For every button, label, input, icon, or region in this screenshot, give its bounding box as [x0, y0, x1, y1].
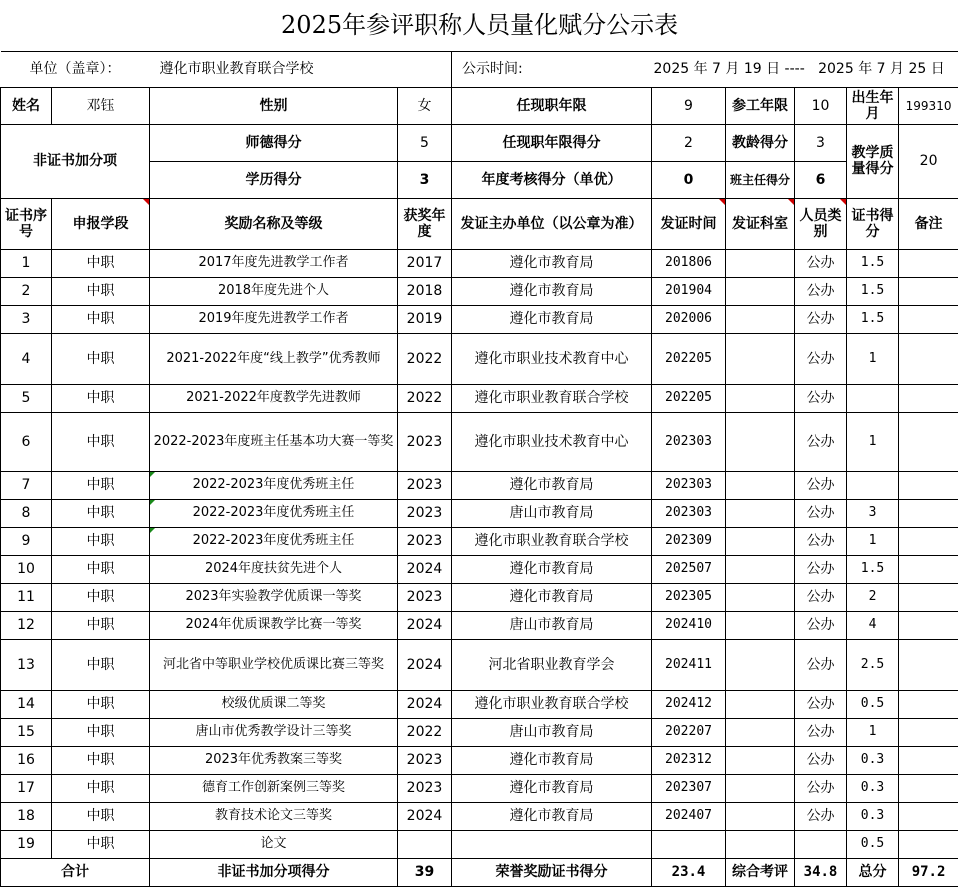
- cell-award: 德育工作创新案例三等奖: [150, 774, 398, 802]
- header-issuer: 发证主办单位（以公章为准）: [452, 198, 652, 249]
- cell-award: 2019年度先进教学工作者: [150, 305, 398, 333]
- cell-date: 202006: [652, 305, 726, 333]
- cell-seq: 3: [1, 305, 52, 333]
- cell-dept: [726, 555, 795, 583]
- cell-dept: [726, 830, 795, 858]
- cell-seq: 14: [1, 690, 52, 718]
- cell-score: 0.5: [847, 690, 899, 718]
- cell-date: 202507: [652, 555, 726, 583]
- headteacher-label: 班主任得分: [726, 161, 795, 198]
- cell-stage: 中职: [52, 746, 150, 774]
- cell-stage: 中职: [52, 249, 150, 277]
- cell-score: [847, 384, 899, 412]
- cell-note: [899, 802, 958, 830]
- cell-award: 2023年优秀教案三等奖: [150, 746, 398, 774]
- cell-score: 4: [847, 611, 899, 639]
- cell-type: 公办: [795, 412, 847, 471]
- cell-dept: [726, 499, 795, 527]
- cell-date: 202205: [652, 333, 726, 384]
- honor-total-value: 23.4: [652, 858, 726, 886]
- cell-stage: 中职: [52, 611, 150, 639]
- cell-seq: 6: [1, 412, 52, 471]
- cell-date: 201904: [652, 277, 726, 305]
- cell-date: 202303: [652, 412, 726, 471]
- table-row: [1, 499, 958, 527]
- cell-score: 1: [847, 412, 899, 471]
- cell-note: [899, 384, 958, 412]
- header-year: 获奖年度: [398, 198, 452, 249]
- edu-label: 学历得分: [150, 161, 398, 198]
- header-stage: 申报学段: [52, 198, 150, 249]
- cell-type: [795, 830, 847, 858]
- cell-seq: 15: [1, 718, 52, 746]
- cell-type: 公办: [795, 639, 847, 690]
- cell-award: 2023年实验教学优质课一等奖: [150, 583, 398, 611]
- cell-award: 2022-2023年度班主任基本功大赛一等奖: [150, 412, 398, 471]
- cell-date: 202305: [652, 583, 726, 611]
- cell-score: 0.3: [847, 802, 899, 830]
- table-row: [1, 583, 958, 611]
- cell-seq: 19: [1, 830, 52, 858]
- cell-year: 2024: [398, 639, 452, 690]
- cell-award: 2022-2023年度优秀班主任: [150, 527, 398, 555]
- time-label: 公示时间:: [452, 51, 652, 87]
- cell-note: [899, 611, 958, 639]
- cell-award: 2018年度先进个人: [150, 277, 398, 305]
- cell-year: 2024: [398, 802, 452, 830]
- seniority-label: 教龄得分: [726, 124, 795, 161]
- cell-issuer: 遵化市教育局: [452, 802, 652, 830]
- cell-year: 2023: [398, 471, 452, 499]
- cell-stage: 中职: [52, 774, 150, 802]
- cell-year: 2018: [398, 277, 452, 305]
- cell-type: 公办: [795, 583, 847, 611]
- cell-stage: 中职: [52, 305, 150, 333]
- table-row: [1, 249, 958, 277]
- cell-stage: 中职: [52, 802, 150, 830]
- cell-issuer: [452, 830, 652, 858]
- cell-seq: 10: [1, 555, 52, 583]
- header-dept: 发证科室: [726, 198, 795, 249]
- cell-stage: 中职: [52, 384, 150, 412]
- cell-note: [899, 555, 958, 583]
- person-row: [1, 87, 958, 124]
- cell-issuer: 遵化市职业教育联合学校: [452, 384, 652, 412]
- cell-dept: [726, 802, 795, 830]
- cell-note: [899, 305, 958, 333]
- cell-year: 2024: [398, 690, 452, 718]
- table-row: [1, 802, 958, 830]
- cell-year: 2022: [398, 333, 452, 384]
- table-row: [1, 305, 958, 333]
- cell-dept: [726, 412, 795, 471]
- headteacher-value: 6: [795, 161, 847, 198]
- cell-year: 2023: [398, 499, 452, 527]
- header-note: 备注: [899, 198, 958, 249]
- table-row: [1, 384, 958, 412]
- cell-score: 0.5: [847, 830, 899, 858]
- cell-score: 1.5: [847, 249, 899, 277]
- cell-score: 1: [847, 527, 899, 555]
- cell-note: [899, 249, 958, 277]
- gender-label: 性别: [150, 87, 398, 124]
- cell-issuer: 唐山市教育局: [452, 611, 652, 639]
- edu-value: 3: [398, 161, 452, 198]
- cell-stage: 中职: [52, 639, 150, 690]
- cell-note: [899, 277, 958, 305]
- cell-seq: 17: [1, 774, 52, 802]
- cell-award: 2017年度先进教学工作者: [150, 249, 398, 277]
- cell-issuer: 遵化市职业技术教育中心: [452, 333, 652, 384]
- cell-seq: 13: [1, 639, 52, 690]
- cell-dept: [726, 611, 795, 639]
- birth-label: 出生年月: [847, 87, 899, 124]
- cell-dept: [726, 583, 795, 611]
- cell-issuer: 遵化市教育局: [452, 277, 652, 305]
- header-award: 奖励名称及等级: [150, 198, 398, 249]
- cell-score: [847, 471, 899, 499]
- cell-seq: 16: [1, 746, 52, 774]
- cell-award: 2021-2022年度“线上教学”优秀教师: [150, 333, 398, 384]
- cell-dept: [726, 639, 795, 690]
- annual-value: 0: [652, 161, 726, 198]
- cell-stage: 中职: [52, 527, 150, 555]
- cell-issuer: 遵化市教育局: [452, 471, 652, 499]
- cell-stage: 中职: [52, 277, 150, 305]
- ethics-label: 师德得分: [150, 124, 398, 161]
- tenure-score-label: 任现职年限得分: [452, 124, 652, 161]
- cell-score: 2: [847, 583, 899, 611]
- table-row: [1, 774, 958, 802]
- cell-note: [899, 333, 958, 384]
- cell-date: 202205: [652, 384, 726, 412]
- cell-note: [899, 412, 958, 471]
- header-seq: 证书序号: [1, 198, 52, 249]
- cell-issuer: 遵化市教育局: [452, 305, 652, 333]
- cell-dept: [726, 527, 795, 555]
- cell-seq: 7: [1, 471, 52, 499]
- cell-award: 论文: [150, 830, 398, 858]
- cell-stage: 中职: [52, 471, 150, 499]
- work-years-value: 10: [795, 87, 847, 124]
- cell-date: 202411: [652, 639, 726, 690]
- cell-stage: 中职: [52, 555, 150, 583]
- cell-date: 202307: [652, 774, 726, 802]
- cell-year: 2023: [398, 527, 452, 555]
- cell-year: 2022: [398, 718, 452, 746]
- cell-date: 202309: [652, 527, 726, 555]
- cell-note: [899, 639, 958, 690]
- cell-type: 公办: [795, 611, 847, 639]
- cell-year: 2023: [398, 746, 452, 774]
- cell-date: 202312: [652, 746, 726, 774]
- table-row: [1, 718, 958, 746]
- noncert-total-value: 39: [398, 858, 452, 886]
- cell-issuer: 遵化市职业教育联合学校: [452, 527, 652, 555]
- cell-type: 公办: [795, 690, 847, 718]
- cell-note: [899, 690, 958, 718]
- table-row: [1, 830, 958, 858]
- cell-dept: [726, 277, 795, 305]
- cell-seq: 2: [1, 277, 52, 305]
- cell-date: 202207: [652, 718, 726, 746]
- time-range: 2025 年 7 月 19 日 ---- 2025 年 7 月 25 日: [652, 51, 958, 87]
- tenure-label: 任现职年限: [452, 87, 652, 124]
- cell-date: 201806: [652, 249, 726, 277]
- name-value: 邓钰: [52, 87, 150, 124]
- work-years-label: 参工年限: [726, 87, 795, 124]
- cell-year: 2024: [398, 611, 452, 639]
- tenure-value: 9: [652, 87, 726, 124]
- cell-date: 202407: [652, 802, 726, 830]
- cell-seq: 5: [1, 384, 52, 412]
- table-row: [1, 333, 958, 384]
- cell-seq: 12: [1, 611, 52, 639]
- cell-seq: 1: [1, 249, 52, 277]
- cell-score: 3: [847, 499, 899, 527]
- table-row: [1, 746, 958, 774]
- totals-row: [1, 858, 958, 886]
- cell-award: 唐山市优秀教学设计三等奖: [150, 718, 398, 746]
- quality-label: 教学质量得分: [847, 124, 899, 198]
- cell-type: 公办: [795, 774, 847, 802]
- unit-name: 遵化市职业教育联合学校: [150, 51, 452, 87]
- cell-dept: [726, 333, 795, 384]
- total-value: 97.2: [899, 858, 958, 886]
- cell-type: 公办: [795, 527, 847, 555]
- cell-award: 2022-2023年度优秀班主任: [150, 471, 398, 499]
- annual-label: 年度考核得分（单优）: [452, 161, 652, 198]
- cell-note: [899, 471, 958, 499]
- cell-year: 2022: [398, 384, 452, 412]
- cell-stage: 中职: [52, 333, 150, 384]
- cell-award: 教育技术论文三等奖: [150, 802, 398, 830]
- cell-issuer: 遵化市教育局: [452, 774, 652, 802]
- cell-year: 2023: [398, 412, 452, 471]
- cell-stage: 中职: [52, 690, 150, 718]
- table-row: [1, 611, 958, 639]
- table-row: [1, 555, 958, 583]
- cell-issuer: 遵化市教育局: [452, 555, 652, 583]
- cell-type: 公办: [795, 333, 847, 384]
- cell-year: 2023: [398, 774, 452, 802]
- total-label: 总分: [847, 858, 899, 886]
- table-row: [1, 412, 958, 471]
- gender-value: 女: [398, 87, 452, 124]
- cell-award: 河北省中等职业学校优质课比赛三等奖: [150, 639, 398, 690]
- cell-seq: 4: [1, 333, 52, 384]
- name-label: 姓名: [1, 87, 52, 124]
- table-row: [1, 471, 958, 499]
- cell-dept: [726, 774, 795, 802]
- cell-score: 2.5: [847, 639, 899, 690]
- cell-issuer: 遵化市教育局: [452, 249, 652, 277]
- header-score: 证书得分: [847, 198, 899, 249]
- cell-issuer: 遵化市职业技术教育中心: [452, 412, 652, 471]
- cell-score: 1.5: [847, 277, 899, 305]
- overall-label: 综合考评: [726, 858, 795, 886]
- cell-date: 202303: [652, 471, 726, 499]
- honor-total-label: 荣誉奖励证书得分: [452, 858, 652, 886]
- tenure-score-value: 2: [652, 124, 726, 161]
- cell-type: 公办: [795, 305, 847, 333]
- cell-type: 公办: [795, 802, 847, 830]
- cell-note: [899, 527, 958, 555]
- cell-award: 2022-2023年度优秀班主任: [150, 499, 398, 527]
- cell-score: 1.5: [847, 305, 899, 333]
- table-row: [1, 639, 958, 690]
- info-row: [1, 51, 958, 87]
- cell-note: [899, 746, 958, 774]
- cell-score: 1: [847, 333, 899, 384]
- cell-dept: [726, 718, 795, 746]
- cell-year: 2024: [398, 555, 452, 583]
- cell-year: 2023: [398, 583, 452, 611]
- cell-dept: [726, 746, 795, 774]
- cell-year: 2019: [398, 305, 452, 333]
- cell-dept: [726, 384, 795, 412]
- cell-type: 公办: [795, 471, 847, 499]
- cell-date: 202410: [652, 611, 726, 639]
- page-title: 2025年参评职称人员量化赋分公示表: [1, 0, 958, 51]
- cell-type: 公办: [795, 718, 847, 746]
- totals-label: 合计: [1, 858, 150, 886]
- seniority-value: 3: [795, 124, 847, 161]
- cell-type: 公办: [795, 249, 847, 277]
- cell-stage: 中职: [52, 412, 150, 471]
- cell-date: 202303: [652, 499, 726, 527]
- cell-issuer: 遵化市职业教育联合学校: [452, 690, 652, 718]
- cell-issuer: 唐山市教育局: [452, 499, 652, 527]
- cell-dept: [726, 471, 795, 499]
- cell-award: 2024年度扶贫先进个人: [150, 555, 398, 583]
- table-row: [1, 690, 958, 718]
- quality-value: 20: [899, 124, 958, 198]
- cell-dept: [726, 249, 795, 277]
- header-row: [1, 198, 958, 249]
- cell-type: 公办: [795, 499, 847, 527]
- cell-note: [899, 830, 958, 858]
- cell-seq: 18: [1, 802, 52, 830]
- cell-score: 0.3: [847, 774, 899, 802]
- cell-award: 校级优质课二等奖: [150, 690, 398, 718]
- birth-value: 199310: [899, 87, 958, 124]
- cell-score: 1: [847, 718, 899, 746]
- cell-issuer: 遵化市教育局: [452, 583, 652, 611]
- cell-year: 2017: [398, 249, 452, 277]
- cell-stage: 中职: [52, 830, 150, 858]
- cell-type: 公办: [795, 277, 847, 305]
- cell-note: [899, 718, 958, 746]
- cell-score: 0.3: [847, 746, 899, 774]
- cell-award: 2021-2022年度教学先进教师: [150, 384, 398, 412]
- cell-stage: 中职: [52, 718, 150, 746]
- cell-note: [899, 774, 958, 802]
- cell-issuer: 唐山市教育局: [452, 718, 652, 746]
- noncert-row-1: [1, 124, 958, 161]
- ethics-value: 5: [398, 124, 452, 161]
- cell-issuer: 遵化市教育局: [452, 746, 652, 774]
- table-row: [1, 277, 958, 305]
- table-row: [1, 527, 958, 555]
- noncert-total-label: 非证书加分项得分: [150, 858, 398, 886]
- cell-stage: 中职: [52, 499, 150, 527]
- cell-date: [652, 830, 726, 858]
- cell-award: 2024年优质课教学比赛一等奖: [150, 611, 398, 639]
- cell-seq: 11: [1, 583, 52, 611]
- header-type: 人员类别: [795, 198, 847, 249]
- unit-label: 单位（盖章）：: [1, 51, 150, 87]
- cell-type: 公办: [795, 555, 847, 583]
- header-date: 发证时间: [652, 198, 726, 249]
- cell-seq: 9: [1, 527, 52, 555]
- noncert-label: 非证书加分项: [1, 124, 150, 198]
- overall-value: 34.8: [795, 858, 847, 886]
- cell-note: [899, 499, 958, 527]
- cell-type: 公办: [795, 746, 847, 774]
- cell-score: 1.5: [847, 555, 899, 583]
- cell-date: 202412: [652, 690, 726, 718]
- cell-dept: [726, 305, 795, 333]
- cell-note: [899, 583, 958, 611]
- cell-seq: 8: [1, 499, 52, 527]
- cell-dept: [726, 690, 795, 718]
- cell-issuer: 河北省职业教育学会: [452, 639, 652, 690]
- cell-type: 公办: [795, 384, 847, 412]
- cell-year: [398, 830, 452, 858]
- cell-stage: 中职: [52, 583, 150, 611]
